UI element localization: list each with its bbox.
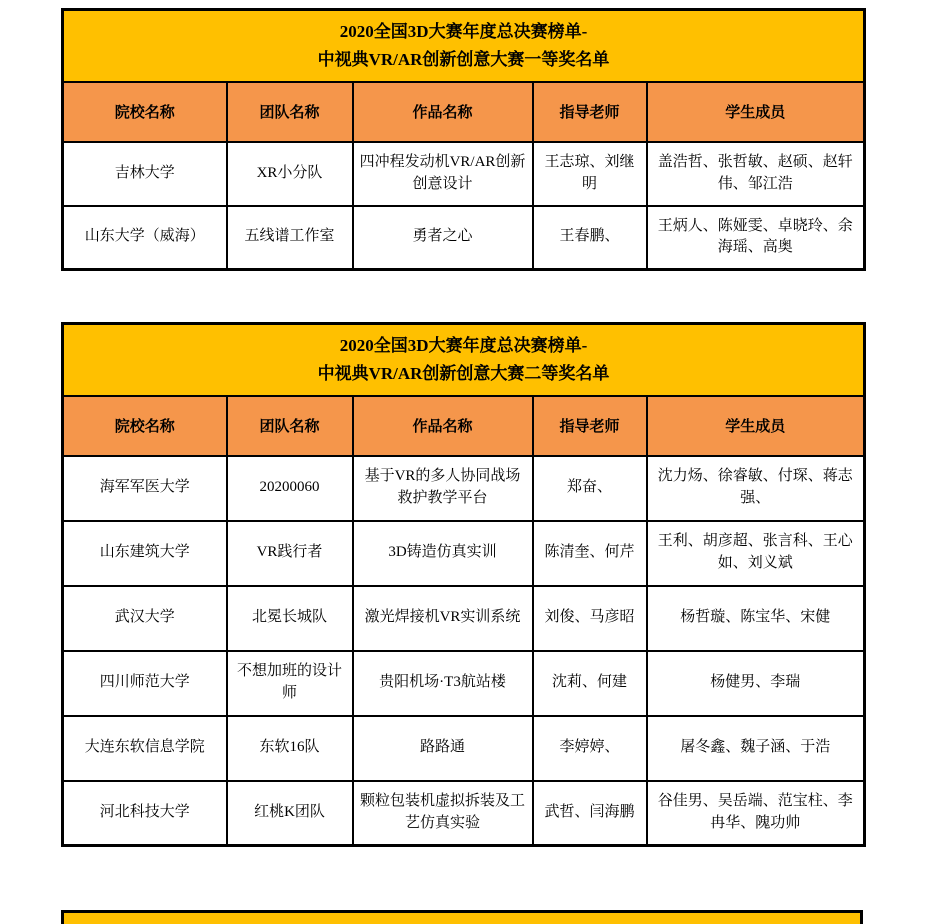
school-cell: 山东大学（威海） <box>63 206 227 270</box>
team-cell: XR小分队 <box>227 142 353 206</box>
column-header-project: 作品名称 <box>353 82 533 142</box>
students-cell: 屠冬鑫、魏子涵、于浩 <box>647 716 865 781</box>
table-title <box>63 10 865 82</box>
table-row <box>63 456 865 521</box>
teacher-cell: 李婷婷、 <box>533 716 647 781</box>
teacher-cell: 陈清奎、何芹 <box>533 521 647 586</box>
table-title-line2: 中视典VR/AR创新创意大赛二等奖名单 <box>317 363 610 383</box>
second-prize-table <box>61 322 866 847</box>
table-title <box>63 324 865 396</box>
project-cell: 贵阳机场·T3航站楼 <box>353 651 533 716</box>
table-row <box>63 142 865 206</box>
team-cell: VR践行者 <box>227 521 353 586</box>
table-title-row <box>63 324 865 396</box>
teacher-cell: 王志琼、刘继明 <box>533 142 647 206</box>
first-prize-table <box>61 8 866 271</box>
table-title-row <box>63 10 865 82</box>
column-header-school: 院校名称 <box>63 82 227 142</box>
table-row <box>63 651 865 716</box>
project-cell: 勇者之心 <box>353 206 533 270</box>
team-cell: 20200060 <box>227 456 353 521</box>
table-row <box>63 586 865 651</box>
table-row <box>63 206 865 270</box>
column-header-team: 团队名称 <box>227 82 353 142</box>
table-row <box>63 716 865 781</box>
table-row <box>63 781 865 846</box>
third-table-top-edge <box>61 910 863 924</box>
school-cell: 吉林大学 <box>63 142 227 206</box>
project-cell: 颗粒包装机虚拟拆装及工艺仿真实验 <box>353 781 533 846</box>
team-cell: 五线谱工作室 <box>227 206 353 270</box>
column-header-team: 团队名称 <box>227 396 353 456</box>
school-cell: 海军军医大学 <box>63 456 227 521</box>
table-row <box>63 521 865 586</box>
students-cell: 杨哲璇、陈宝华、宋健 <box>647 586 865 651</box>
school-cell: 大连东软信息学院 <box>63 716 227 781</box>
project-cell: 四冲程发动机VR/AR创新创意设计 <box>353 142 533 206</box>
column-header-teacher: 指导老师 <box>533 396 647 456</box>
school-cell: 武汉大学 <box>63 586 227 651</box>
school-cell: 四川师范大学 <box>63 651 227 716</box>
column-header-project: 作品名称 <box>353 396 533 456</box>
project-cell: 激光焊接机VR实训系统 <box>353 586 533 651</box>
students-cell: 盖浩哲、张哲敏、赵硕、赵轩伟、邹江浩 <box>647 142 865 206</box>
teacher-cell: 沈莉、何建 <box>533 651 647 716</box>
students-cell: 沈力炀、徐睿敏、付琛、蒋志强、 <box>647 456 865 521</box>
column-header-row <box>63 396 865 456</box>
team-cell: 东软16队 <box>227 716 353 781</box>
table-title-line1: 2020全国3D大赛年度总决赛榜单- <box>339 335 588 355</box>
students-cell: 谷佳男、吴岳端、范宝柱、李冉华、隗功帅 <box>647 781 865 846</box>
project-cell: 基于VR的多人协同战场救护教学平台 <box>353 456 533 521</box>
project-cell: 3D铸造仿真实训 <box>353 521 533 586</box>
column-header-row <box>63 82 865 142</box>
teacher-cell: 刘俊、马彦昭 <box>533 586 647 651</box>
students-cell: 杨健男、李瑞 <box>647 651 865 716</box>
teacher-cell: 王春鹏、 <box>533 206 647 270</box>
project-cell: 路路通 <box>353 716 533 781</box>
table-title-line2: 中视典VR/AR创新创意大赛一等奖名单 <box>317 49 610 69</box>
teacher-cell: 武哲、闫海鹏 <box>533 781 647 846</box>
column-header-students: 学生成员 <box>647 396 865 456</box>
column-header-students: 学生成员 <box>647 82 865 142</box>
school-cell: 山东建筑大学 <box>63 521 227 586</box>
school-cell: 河北科技大学 <box>63 781 227 846</box>
column-header-teacher: 指导老师 <box>533 82 647 142</box>
teacher-cell: 郑奋、 <box>533 456 647 521</box>
students-cell: 王利、胡彦超、张言科、王心如、刘义斌 <box>647 521 865 586</box>
team-cell: 北冕长城队 <box>227 586 353 651</box>
students-cell: 王炳人、陈娅雯、卓晓玲、余海瑶、高奥 <box>647 206 865 270</box>
column-header-school: 院校名称 <box>63 396 227 456</box>
team-cell: 不想加班的设计师 <box>227 651 353 716</box>
team-cell: 红桃K团队 <box>227 781 353 846</box>
table-title-line1: 2020全国3D大赛年度总决赛榜单- <box>339 21 588 41</box>
